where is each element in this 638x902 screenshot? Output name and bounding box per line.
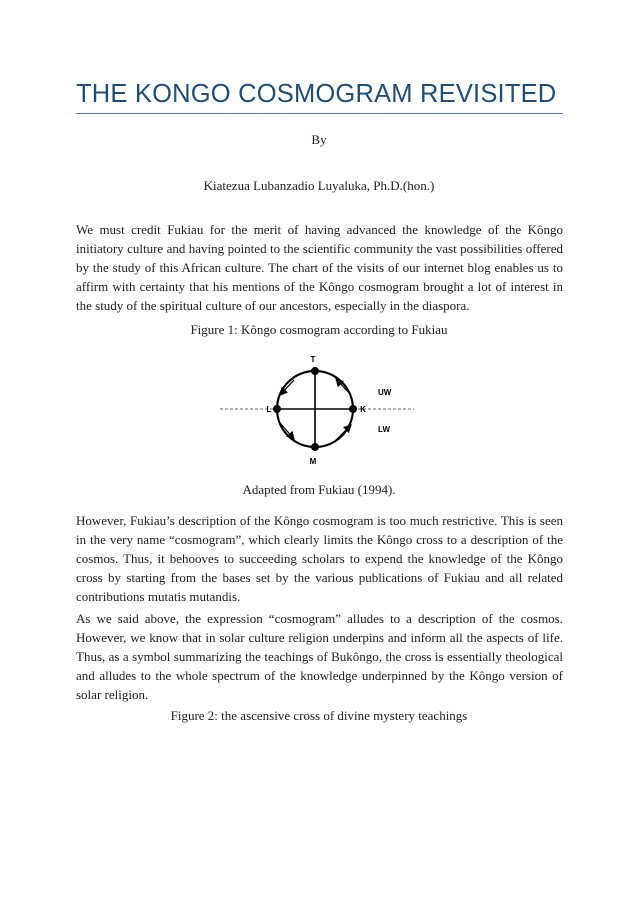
label-upper-world: UW	[378, 388, 392, 397]
figure-1-caption: Figure 1: Kôngo cosmogram according to Fukiau	[190, 322, 448, 337]
point-left	[273, 405, 281, 413]
kongo-cosmogram-figure	[218, 352, 418, 468]
point-top	[311, 367, 319, 375]
point-bottom	[311, 443, 319, 451]
label-lower-world: LW	[378, 425, 390, 434]
document-title: THE KONGO COSMOGRAM REVISITED	[76, 80, 557, 108]
label-left: L	[266, 405, 272, 414]
author-name: Kiatezua Lubanzadio Luyaluka, Ph.D.(hon.)	[203, 178, 435, 193]
label-right: K	[360, 405, 366, 414]
byline: By	[311, 132, 327, 147]
arrow-upper-right	[336, 379, 351, 395]
paragraph-3: As we said above, the expression “cosmogram” alludes to a description of the cosmos. However, we know that in solar culture religion underpins and inform all the aspects of life. Thus, as a symbol summarizing the teachings of Bukôngo, the cross is essentially theological and alludes to the whole spectrum of the knowledge underpinned by the Kôngo version of solar religion.	[76, 611, 563, 702]
label-bottom: M	[309, 457, 317, 466]
paragraph-1: We must credit Fukiau for the merit of having advanced the knowledge of the Kôngo initiatory culture and having pointed to the scientific community the vast possibilities offered by the study of this African culture. The chart of the visits of our internet blog enables us to affirm with certainty that his mentions of the Kôngo cosmogram brought a lot of interest in the study of the spiritual culture of our ancestors, especially in the diaspora.	[76, 222, 563, 313]
label-top: T	[310, 355, 316, 364]
arrow-lower-left	[280, 423, 294, 439]
figure-1-source: Adapted from Fukiau (1994).	[242, 482, 396, 497]
title-underline	[76, 113, 563, 114]
arrow-lower-right	[335, 425, 351, 441]
paragraph-2: However, Fukiau’s description of the Kôngo cosmogram is too much restrictive. This is seen in the very name “cosmogram”, which clearly limits the Kôngo cross to a description of the cosmos. Thus, it behooves to succeeding scholars to expend the knowledge of the Kôngo cross by starting from the bases set by the various publications of Fukiau and all related contributions mutatis mutandis.	[76, 513, 563, 604]
figure-2-caption: Figure 2: the ascensive cross of divine mystery teachings	[170, 708, 468, 723]
point-right	[349, 405, 357, 413]
